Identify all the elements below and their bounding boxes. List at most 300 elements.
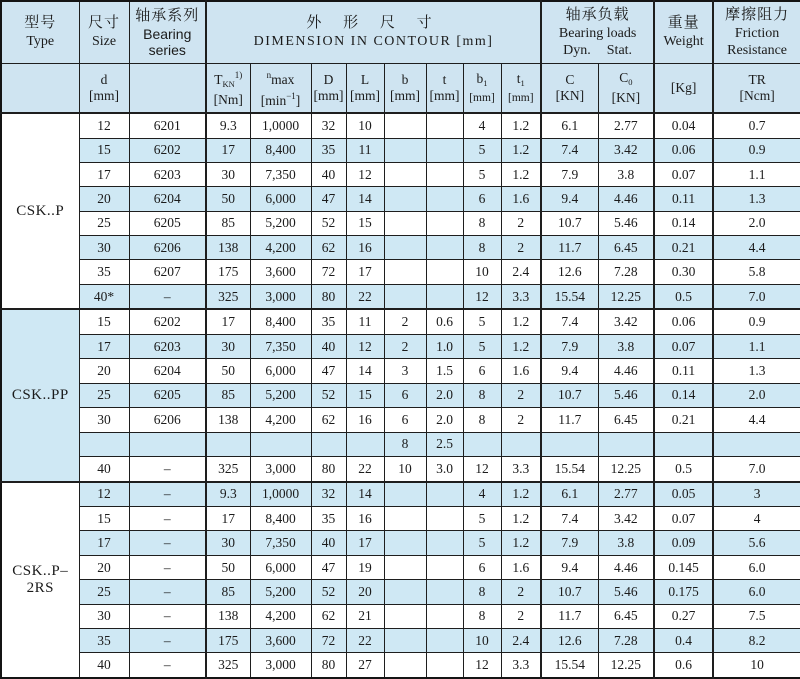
cell-C0: 3.8 bbox=[598, 162, 654, 186]
cell-series: – bbox=[129, 653, 206, 678]
cell-L: 21 bbox=[346, 604, 384, 628]
cell-t1: 1.2 bbox=[501, 531, 541, 555]
cell-C0: 7.28 bbox=[598, 628, 654, 652]
cell-D: 52 bbox=[311, 383, 346, 407]
cell-t bbox=[426, 162, 463, 186]
cell-b1: 4 bbox=[463, 482, 501, 507]
cell-b bbox=[384, 531, 426, 555]
cell-C: 7.9 bbox=[541, 531, 598, 555]
cell-t bbox=[426, 260, 463, 284]
cell-tr: 1.3 bbox=[713, 359, 800, 383]
cell-tr: 2.0 bbox=[713, 211, 800, 235]
cell-d: 35 bbox=[79, 628, 129, 652]
cell-tkn: 85 bbox=[206, 580, 250, 604]
cell-L: 16 bbox=[346, 507, 384, 531]
cell-b bbox=[384, 260, 426, 284]
subheader-d-symbol: d bbox=[100, 71, 108, 87]
header-row-2 bbox=[1, 63, 800, 113]
cell-b: 2 bbox=[384, 309, 426, 334]
cell-L: 12 bbox=[346, 162, 384, 186]
cell-t bbox=[426, 628, 463, 652]
table-row bbox=[1, 555, 800, 579]
cell-tr: 5.8 bbox=[713, 260, 800, 284]
cell-series: 6203 bbox=[129, 335, 206, 359]
cell-d: 30 bbox=[79, 604, 129, 628]
cell-C0: 6.45 bbox=[598, 408, 654, 432]
cell-tkn: 9.3 bbox=[206, 482, 250, 507]
cell-L: 11 bbox=[346, 309, 384, 334]
cell-b1: 6 bbox=[463, 187, 501, 211]
subheader-nmax-unit: $[\min^{-1}]$ bbox=[260, 90, 301, 108]
header-weight bbox=[654, 1, 713, 63]
cell-kg: 0.14 bbox=[654, 383, 713, 407]
cell-C: 7.4 bbox=[541, 309, 598, 334]
subheader-d-unit: [mm] bbox=[89, 87, 119, 103]
cell-C0: 6.45 bbox=[598, 236, 654, 260]
cell-tkn: 17 bbox=[206, 507, 250, 531]
cell-t bbox=[426, 187, 463, 211]
table-row bbox=[1, 653, 800, 678]
cell-nmax: 4,200 bbox=[250, 604, 311, 628]
subheader-d bbox=[79, 63, 129, 113]
cell-d: 12 bbox=[79, 482, 129, 507]
cell-t1: 3.3 bbox=[501, 284, 541, 309]
cell-L: 22 bbox=[346, 628, 384, 652]
cell-tkn: 175 bbox=[206, 628, 250, 652]
cell-t bbox=[426, 211, 463, 235]
cell-t1: 2 bbox=[501, 383, 541, 407]
cell-b1: 8 bbox=[463, 580, 501, 604]
cell-C: 6.1 bbox=[541, 482, 598, 507]
cell-b1: 8 bbox=[463, 383, 501, 407]
cell-D: 62 bbox=[311, 408, 346, 432]
cell-t1: 1.6 bbox=[501, 187, 541, 211]
cell-b1: 8 bbox=[463, 211, 501, 235]
cell-tr: 0.9 bbox=[713, 309, 800, 334]
subheader-nmax bbox=[250, 63, 311, 113]
cell-D: 40 bbox=[311, 335, 346, 359]
subheader-b1: $b_1$ [mm] bbox=[463, 63, 501, 113]
cell-L: 12 bbox=[346, 335, 384, 359]
cell-b bbox=[384, 162, 426, 186]
subheader-tkn-unit: [Nm] bbox=[213, 92, 243, 108]
cell-t: 2.0 bbox=[426, 408, 463, 432]
header-friction bbox=[713, 1, 800, 63]
cell-nmax: 7,350 bbox=[250, 335, 311, 359]
cell-d: 25 bbox=[79, 580, 129, 604]
header-weight-en: Weight bbox=[663, 34, 704, 50]
header-row-1 bbox=[1, 1, 800, 63]
cell-kg: 0.07 bbox=[654, 507, 713, 531]
cell-t bbox=[426, 653, 463, 678]
header-friction-zh: 摩擦阻力 bbox=[725, 6, 790, 23]
cell-series: 6205 bbox=[129, 383, 206, 407]
cell-tr: 7.5 bbox=[713, 604, 800, 628]
cell-kg: 0.4 bbox=[654, 628, 713, 652]
cell-L: 16 bbox=[346, 236, 384, 260]
cell-b bbox=[384, 628, 426, 652]
cell-D: 32 bbox=[311, 482, 346, 507]
table-body bbox=[1, 113, 800, 678]
header-dimension-zh: 外 形 尺 寸 bbox=[306, 15, 441, 32]
cell-C: 7.4 bbox=[541, 507, 598, 531]
cell-D: 47 bbox=[311, 555, 346, 579]
cell-C: 9.4 bbox=[541, 555, 598, 579]
header-loads-stat: Stat. bbox=[606, 42, 633, 58]
cell-b: 6 bbox=[384, 383, 426, 407]
cell-b: 6 bbox=[384, 408, 426, 432]
cell-nmax: 1,0000 bbox=[250, 482, 311, 507]
cell-d bbox=[79, 432, 129, 456]
cell-d: 15 bbox=[79, 309, 129, 334]
cell-series: 6206 bbox=[129, 236, 206, 260]
subheader-L: L [mm] bbox=[346, 63, 384, 113]
cell-tkn: 30 bbox=[206, 162, 250, 186]
cell-d: 20 bbox=[79, 555, 129, 579]
cell-C0: 4.46 bbox=[598, 187, 654, 211]
header-dimension-en: DIMENSION IN CONTOUR [mm] bbox=[253, 34, 494, 50]
cell-D: 62 bbox=[311, 236, 346, 260]
cell-t1: 2.4 bbox=[501, 260, 541, 284]
table-row bbox=[1, 236, 800, 260]
cell-b1: 4 bbox=[463, 113, 501, 138]
cell-nmax: 4,200 bbox=[250, 408, 311, 432]
cell-t bbox=[426, 113, 463, 138]
cell-kg: 0.07 bbox=[654, 335, 713, 359]
header-size-en: Size bbox=[91, 34, 117, 50]
cell-series: 6206 bbox=[129, 408, 206, 432]
cell-d: 12 bbox=[79, 113, 129, 138]
cell-L: 27 bbox=[346, 653, 384, 678]
cell-b1: 5 bbox=[463, 162, 501, 186]
cell-b1: 5 bbox=[463, 309, 501, 334]
cell-series: – bbox=[129, 580, 206, 604]
cell-series: – bbox=[129, 531, 206, 555]
cell-kg: 0.21 bbox=[654, 408, 713, 432]
cell-D: 35 bbox=[311, 309, 346, 334]
cell-C bbox=[541, 432, 598, 456]
cell-kg: 0.30 bbox=[654, 260, 713, 284]
cell-kg: 0.27 bbox=[654, 604, 713, 628]
cell-series: – bbox=[129, 628, 206, 652]
cell-t1: 1.2 bbox=[501, 138, 541, 162]
cell-C: 15.54 bbox=[541, 653, 598, 678]
cell-C0: 5.46 bbox=[598, 211, 654, 235]
table-row bbox=[1, 507, 800, 531]
cell-b1: 10 bbox=[463, 260, 501, 284]
cell-C0: 4.46 bbox=[598, 359, 654, 383]
cell-C0: 5.46 bbox=[598, 383, 654, 407]
table-row bbox=[1, 138, 800, 162]
cell-C: 6.1 bbox=[541, 113, 598, 138]
cell-t bbox=[426, 138, 463, 162]
cell-t1: 2 bbox=[501, 236, 541, 260]
cell-tr: 0.7 bbox=[713, 113, 800, 138]
table-row bbox=[1, 162, 800, 186]
cell-tr: 7.0 bbox=[713, 456, 800, 481]
cell-kg: 0.05 bbox=[654, 482, 713, 507]
cell-C: 7.4 bbox=[541, 138, 598, 162]
subheader-tr: TR [Ncm] bbox=[713, 63, 800, 113]
cell-d: 35 bbox=[79, 260, 129, 284]
cell-kg: 0.14 bbox=[654, 211, 713, 235]
subheader-tkn bbox=[206, 63, 250, 113]
cell-b: 10 bbox=[384, 456, 426, 481]
cell-nmax: 3,600 bbox=[250, 260, 311, 284]
cell-b1: 10 bbox=[463, 628, 501, 652]
cell-t bbox=[426, 580, 463, 604]
cell-tr: 7.0 bbox=[713, 284, 800, 309]
cell-nmax: 3,000 bbox=[250, 653, 311, 678]
table-row bbox=[1, 580, 800, 604]
cell-tkn: 138 bbox=[206, 604, 250, 628]
cell-D: 35 bbox=[311, 507, 346, 531]
cell-kg: 0.06 bbox=[654, 309, 713, 334]
cell-t: 2.5 bbox=[426, 432, 463, 456]
subheader-D: D [mm] bbox=[311, 63, 346, 113]
header-loads-en: Bearing loads bbox=[558, 25, 637, 41]
cell-nmax: 5,200 bbox=[250, 580, 311, 604]
cell-C0: 3.8 bbox=[598, 335, 654, 359]
subheader-kg: [Kg] bbox=[654, 63, 713, 113]
header-type-zh: 型号 bbox=[24, 15, 57, 32]
cell-kg: 0.11 bbox=[654, 187, 713, 211]
cell-t1: 2 bbox=[501, 580, 541, 604]
cell-t bbox=[426, 531, 463, 555]
cell-series bbox=[129, 432, 206, 456]
header-loads-dynstat bbox=[543, 42, 652, 59]
table-row bbox=[1, 482, 800, 507]
cell-b1: 5 bbox=[463, 531, 501, 555]
cell-D: 52 bbox=[311, 211, 346, 235]
header-series-en1: Bearing bbox=[143, 25, 192, 42]
type-cell: CSK..PP bbox=[1, 309, 79, 481]
cell-L: 20 bbox=[346, 580, 384, 604]
cell-C: 15.54 bbox=[541, 284, 598, 309]
cell-b bbox=[384, 236, 426, 260]
cell-C0: 12.25 bbox=[598, 456, 654, 481]
cell-t1: 1.2 bbox=[501, 482, 541, 507]
cell-C0: 12.25 bbox=[598, 284, 654, 309]
cell-b1: 5 bbox=[463, 335, 501, 359]
cell-d: 20 bbox=[79, 187, 129, 211]
cell-t bbox=[426, 236, 463, 260]
cell-D: 32 bbox=[311, 113, 346, 138]
cell-t: 1.5 bbox=[426, 359, 463, 383]
cell-t1: 3.3 bbox=[501, 456, 541, 481]
cell-D bbox=[311, 432, 346, 456]
table-row bbox=[1, 284, 800, 309]
table-row bbox=[1, 604, 800, 628]
header-series bbox=[129, 1, 206, 63]
cell-nmax: 7,350 bbox=[250, 531, 311, 555]
cell-d: 30 bbox=[79, 236, 129, 260]
cell-b bbox=[384, 555, 426, 579]
cell-b1: 8 bbox=[463, 604, 501, 628]
cell-t bbox=[426, 604, 463, 628]
table-row bbox=[1, 359, 800, 383]
cell-tkn: 30 bbox=[206, 335, 250, 359]
cell-b bbox=[384, 211, 426, 235]
table-row bbox=[1, 456, 800, 481]
cell-series: – bbox=[129, 284, 206, 309]
cell-t1: 1.2 bbox=[501, 309, 541, 334]
cell-tkn: 9.3 bbox=[206, 113, 250, 138]
table-row bbox=[1, 211, 800, 235]
cell-tr: 2.0 bbox=[713, 383, 800, 407]
cell-series: – bbox=[129, 604, 206, 628]
cell-tr: 4.4 bbox=[713, 236, 800, 260]
cell-C0: 3.42 bbox=[598, 507, 654, 531]
cell-b bbox=[384, 138, 426, 162]
cell-series: – bbox=[129, 555, 206, 579]
cell-D: 80 bbox=[311, 284, 346, 309]
cell-nmax: 4,200 bbox=[250, 236, 311, 260]
cell-series: 6204 bbox=[129, 187, 206, 211]
cell-b1: 12 bbox=[463, 284, 501, 309]
cell-tr: 3 bbox=[713, 482, 800, 507]
cell-nmax: 5,200 bbox=[250, 383, 311, 407]
cell-L: 17 bbox=[346, 260, 384, 284]
cell-C0: 3.42 bbox=[598, 138, 654, 162]
cell-kg: 0.07 bbox=[654, 162, 713, 186]
cell-t1: 1.6 bbox=[501, 359, 541, 383]
cell-C: 10.7 bbox=[541, 383, 598, 407]
cell-C: 10.7 bbox=[541, 580, 598, 604]
cell-b1: 8 bbox=[463, 236, 501, 260]
table-row bbox=[1, 113, 800, 138]
cell-series: 6203 bbox=[129, 162, 206, 186]
cell-t bbox=[426, 284, 463, 309]
cell-C: 9.4 bbox=[541, 187, 598, 211]
type-cell: CSK..P–2RS bbox=[1, 482, 79, 679]
cell-series: – bbox=[129, 456, 206, 481]
cell-C0: 3.42 bbox=[598, 309, 654, 334]
cell-t: 1.0 bbox=[426, 335, 463, 359]
cell-b1: 8 bbox=[463, 408, 501, 432]
cell-t1: 2 bbox=[501, 408, 541, 432]
cell-L: 10 bbox=[346, 113, 384, 138]
cell-b bbox=[384, 653, 426, 678]
cell-t1: 1.6 bbox=[501, 555, 541, 579]
cell-t1 bbox=[501, 432, 541, 456]
cell-tr: 4.4 bbox=[713, 408, 800, 432]
table-row bbox=[1, 309, 800, 334]
cell-tkn: 175 bbox=[206, 260, 250, 284]
cell-D: 52 bbox=[311, 580, 346, 604]
cell-L: 14 bbox=[346, 482, 384, 507]
header-series-zh: 轴承系列 bbox=[135, 7, 200, 24]
cell-D: 47 bbox=[311, 359, 346, 383]
cell-d: 15 bbox=[79, 507, 129, 531]
cell-L: 14 bbox=[346, 187, 384, 211]
header-size bbox=[79, 1, 129, 63]
cell-d: 25 bbox=[79, 383, 129, 407]
cell-D: 40 bbox=[311, 531, 346, 555]
cell-b1: 12 bbox=[463, 456, 501, 481]
cell-t: 3.0 bbox=[426, 456, 463, 481]
cell-kg: 0.6 bbox=[654, 653, 713, 678]
cell-tr: 1.3 bbox=[713, 187, 800, 211]
cell-nmax: 3,000 bbox=[250, 284, 311, 309]
cell-C0: 6.45 bbox=[598, 604, 654, 628]
cell-nmax: 3,000 bbox=[250, 456, 311, 481]
cell-t1: 1.2 bbox=[501, 162, 541, 186]
cell-b1 bbox=[463, 432, 501, 456]
subheader-t1: $t_1$ [mm] bbox=[501, 63, 541, 113]
cell-C0: 7.28 bbox=[598, 260, 654, 284]
cell-nmax: 8,400 bbox=[250, 138, 311, 162]
cell-b bbox=[384, 580, 426, 604]
cell-b1: 12 bbox=[463, 653, 501, 678]
cell-L: 22 bbox=[346, 284, 384, 309]
cell-D: 80 bbox=[311, 456, 346, 481]
cell-tkn: 30 bbox=[206, 531, 250, 555]
cell-tr: 1.1 bbox=[713, 335, 800, 359]
cell-d: 15 bbox=[79, 138, 129, 162]
cell-t bbox=[426, 482, 463, 507]
cell-tkn: 50 bbox=[206, 187, 250, 211]
cell-nmax bbox=[250, 432, 311, 456]
cell-kg bbox=[654, 432, 713, 456]
cell-nmax: 6,000 bbox=[250, 359, 311, 383]
cell-t1: 1.2 bbox=[501, 507, 541, 531]
subheader-series-empty bbox=[129, 63, 206, 113]
header-loads-zh: 轴承负载 bbox=[565, 6, 630, 23]
cell-D: 80 bbox=[311, 653, 346, 678]
cell-d: 20 bbox=[79, 359, 129, 383]
table-row bbox=[1, 383, 800, 407]
cell-tr: 5.6 bbox=[713, 531, 800, 555]
cell-L: 19 bbox=[346, 555, 384, 579]
header-friction-en2: Resistance bbox=[727, 42, 788, 58]
subheader-t: t [mm] bbox=[426, 63, 463, 113]
cell-tkn: 138 bbox=[206, 408, 250, 432]
cell-series: – bbox=[129, 482, 206, 507]
cell-kg: 0.145 bbox=[654, 555, 713, 579]
cell-t1: 2 bbox=[501, 604, 541, 628]
cell-tkn bbox=[206, 432, 250, 456]
subheader-b: b [mm] bbox=[384, 63, 426, 113]
cell-nmax: 1,0000 bbox=[250, 113, 311, 138]
cell-C: 9.4 bbox=[541, 359, 598, 383]
cell-kg: 0.175 bbox=[654, 580, 713, 604]
cell-tr: 1.1 bbox=[713, 162, 800, 186]
cell-C: 12.6 bbox=[541, 260, 598, 284]
cell-tkn: 50 bbox=[206, 359, 250, 383]
table-row bbox=[1, 335, 800, 359]
cell-kg: 0.06 bbox=[654, 138, 713, 162]
cell-L: 16 bbox=[346, 408, 384, 432]
cell-d: 17 bbox=[79, 162, 129, 186]
subheader-C: C [KN] bbox=[541, 63, 598, 113]
cell-L: 11 bbox=[346, 138, 384, 162]
cell-C: 11.7 bbox=[541, 236, 598, 260]
cell-C0: 4.46 bbox=[598, 555, 654, 579]
cell-tkn: 17 bbox=[206, 309, 250, 334]
cell-C: 11.7 bbox=[541, 408, 598, 432]
cell-nmax: 8,400 bbox=[250, 309, 311, 334]
cell-nmax: 6,000 bbox=[250, 187, 311, 211]
cell-series: 6202 bbox=[129, 138, 206, 162]
cell-C0: 2.77 bbox=[598, 482, 654, 507]
table-row bbox=[1, 187, 800, 211]
cell-C: 15.54 bbox=[541, 456, 598, 481]
cell-nmax: 5,200 bbox=[250, 211, 311, 235]
cell-D: 47 bbox=[311, 187, 346, 211]
table-row bbox=[1, 408, 800, 432]
cell-tkn: 325 bbox=[206, 284, 250, 309]
